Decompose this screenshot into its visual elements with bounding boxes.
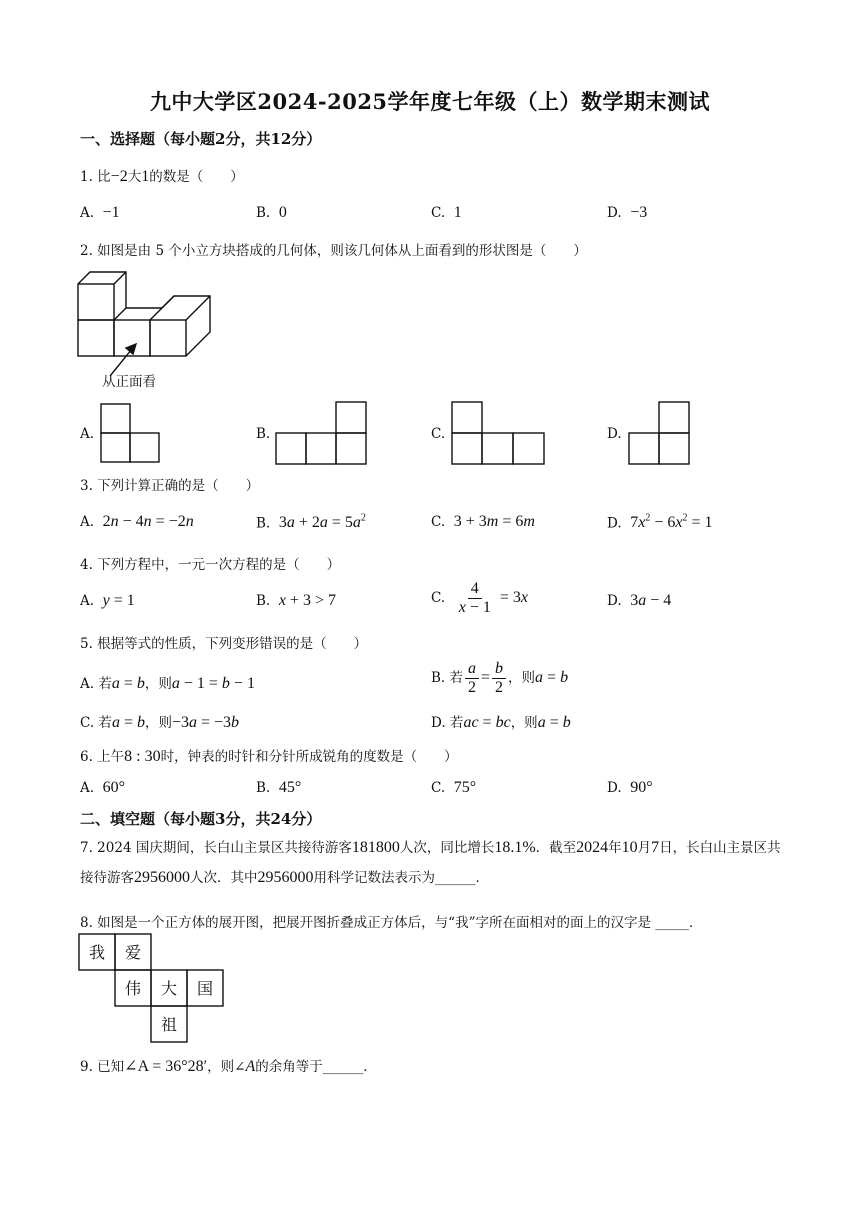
q1-text-b: 大 (127, 169, 142, 185)
q6-option-b-value: 45° (278, 779, 302, 796)
q2-option-a-figure[interactable] (100, 403, 160, 463)
grid-cell (659, 402, 689, 433)
q7-num: 181800 (351, 839, 400, 856)
q2-option-c-letter[interactable]: C. (431, 426, 446, 442)
grid-cell (452, 433, 482, 464)
q6-option-a[interactable] (80, 779, 125, 797)
net-char-wo: 我 (88, 943, 106, 962)
q3-option-c-letter: C. (431, 514, 446, 530)
q2-solid-figure (76, 270, 216, 394)
grid-cell (101, 404, 130, 433)
question-4: 4. 下列方程中，一元一次方程的是（ ） (80, 557, 341, 573)
question-5: 5. 根据等式的性质，下列变形错误的是（ ） (80, 636, 368, 652)
q7-text: ．截至 (535, 840, 577, 856)
grid-cell (336, 433, 366, 464)
q3-option-d[interactable]: D. $7x^2 - 6x^2 = 1$ (607, 513, 713, 532)
q6-option-a-value: 60° (102, 779, 126, 796)
grid-cell (101, 433, 130, 462)
q3-option-c[interactable]: C. 3 + 3m = 6m (431, 513, 535, 530)
q5-option-d[interactable]: D. 若ac = bc，则a = b (431, 714, 571, 731)
q6-time: 8 : 30 (124, 748, 161, 765)
q9-text-b: ，则∠ (207, 1059, 246, 1075)
q7-text: 年 (608, 840, 622, 856)
q9-text-a: 9. 已知 (80, 1059, 125, 1075)
q1-option-b[interactable] (256, 204, 287, 222)
q1-text-a: 1. 比 (80, 169, 111, 185)
q6-option-c-value: 75° (453, 779, 477, 796)
solid-edge (114, 308, 126, 320)
q5-option-d-prefix: D. 若 (431, 715, 464, 731)
grid-cell (130, 433, 159, 462)
q5-option-c[interactable]: C. 若a = b，则−3a = −3b (80, 714, 240, 731)
q5-option-b[interactable]: B. 若 $\frac{a}{2}$ = $\frac{b}{2}$ ，则a = b (431, 660, 569, 696)
q7-text: 日，长白山主景区共接待游客 (80, 840, 781, 886)
q9-answer-blank[interactable]: 的余角等于______． (255, 1059, 377, 1075)
exam-title: 九中大学区2024-2025学年度七年级（上）数学期末测试 (149, 89, 711, 114)
q8-cube-net (78, 933, 228, 1045)
q6-option-c-letter: C. (431, 780, 446, 796)
question-6 (80, 745, 458, 766)
q4-option-d-letter: D. (607, 593, 622, 609)
q4-option-c-letter: C. (431, 590, 446, 607)
q3-option-b[interactable]: B. $3a + 2a = 5a^2$ (256, 513, 366, 532)
q6-option-b-letter: B. (256, 780, 271, 796)
q4-option-b-letter: B. (256, 593, 271, 609)
q7-num: 18.1% (494, 839, 536, 856)
q7-num: 7 (651, 839, 660, 856)
grid-cell (306, 433, 336, 464)
q3-option-a-letter: A. (80, 514, 95, 530)
q7-num: 2956000 (257, 869, 314, 886)
q2-option-c-figure[interactable] (452, 401, 546, 465)
q6-option-c[interactable] (431, 779, 476, 797)
question-8: 8. 如图是一个正方体的展开图，把展开图折叠成正方体后，与“我”字所在面相对的面上的汉字是 _____． (80, 915, 703, 931)
grid-cell (336, 402, 366, 433)
net-char-guo: 国 (196, 979, 214, 998)
q7-num: 10 (621, 839, 638, 856)
q1-option-a-letter: A. (80, 205, 95, 221)
q1-text-c: 的数是（ ） (149, 169, 244, 185)
front-view-label: 从正面看 (102, 374, 156, 390)
q2-option-d-letter[interactable]: D. (607, 426, 622, 442)
q5-then: ，则 (144, 715, 172, 731)
q4-option-b[interactable]: B. x + 3 > 7 (256, 592, 336, 609)
question-1 (80, 165, 244, 186)
question-3: 3. 下列计算正确的是（ ） (80, 478, 260, 494)
q1-option-b-letter: B. (256, 205, 271, 221)
q1-option-c-value: 1 (453, 204, 462, 221)
solid-top-cube-top (78, 272, 126, 308)
q5-then: ，则 (508, 670, 536, 687)
solid-edge (186, 296, 210, 320)
q1-num-2: 1 (141, 168, 150, 185)
q6-option-a-letter: A. (80, 780, 95, 796)
grid-cell (659, 433, 689, 464)
q7-text: 月 (637, 840, 652, 856)
solid-edge (114, 272, 126, 284)
q6-text-b: 时，钟表的时针和分针所成锐角的度数是（ ） (160, 749, 458, 765)
grid-cell (482, 433, 513, 464)
q2-option-b-figure[interactable] (276, 401, 368, 465)
solid-bottom-left-cube-front (78, 320, 114, 356)
q1-option-c[interactable] (431, 204, 462, 222)
solid-edge (162, 296, 174, 308)
net-char-wei: 伟 (124, 979, 142, 998)
q4-option-a[interactable]: A. y = 1 (80, 592, 135, 609)
q5-option-b-prefix: B. 若 (431, 670, 464, 687)
q1-option-d-letter: D. (607, 205, 622, 221)
net-char-zu: 祖 (160, 1015, 178, 1034)
arrow-head (126, 344, 136, 354)
q2-option-d-figure[interactable] (628, 401, 692, 465)
section-fill-heading: 二、填空题（每小题3分，共24分） (80, 810, 322, 828)
q6-option-d-letter: D. (607, 780, 622, 796)
question-7 (80, 833, 784, 893)
q2-option-b-letter[interactable]: B. (256, 426, 271, 442)
q7-num: 2024 (576, 839, 609, 856)
solid-top-cube-front (78, 284, 114, 320)
q4-option-c[interactable]: C. $\frac{4}{x - 1}$ = 3x (431, 580, 529, 616)
grid-cell (452, 402, 482, 433)
q7-answer-blank[interactable]: 用科学记数法表示为______． (313, 870, 489, 886)
q3-option-d-letter: D. (607, 515, 622, 532)
q1-option-a-value: −1 (102, 204, 120, 221)
grid-cell (276, 433, 306, 464)
q1-option-b-value: 0 (278, 204, 287, 221)
q6-option-d-value: 90° (630, 779, 653, 796)
q3-option-b-letter: B. (256, 515, 271, 532)
q7-text: 人次．其中 (190, 870, 258, 886)
grid-cell (629, 433, 659, 464)
q7-text: 7. 2024 国庆期间，长白山主景区共接待游客 (80, 840, 352, 856)
q2-option-a-letter[interactable]: A. (80, 426, 95, 442)
q5-option-a-prefix: A. 若 (80, 676, 112, 692)
q3-option-a[interactable]: A. 2n − 4n = −2n (80, 513, 194, 530)
q6-option-b[interactable] (256, 779, 301, 797)
q5-option-a[interactable]: A. 若a = b，则a − 1 = b − 1 (80, 675, 255, 692)
q9-angle: ∠A = 36°28′ (124, 1058, 208, 1075)
q9-angle-letter: A (245, 1058, 256, 1075)
q4-option-a-letter: A. (80, 593, 95, 609)
q5-then: ，则 (144, 676, 172, 692)
section-choice-heading: 一、选择题（每小题2分，共12分） (80, 130, 322, 148)
q7-text: 人次，同比增长 (399, 840, 495, 856)
net-char-ai: 爱 (124, 943, 142, 962)
q6-option-d[interactable] (607, 779, 653, 797)
q1-option-d[interactable] (607, 204, 647, 222)
q1-num-1: −2 (110, 168, 128, 185)
grid-cell (513, 433, 544, 464)
q5-then: ，则 (510, 715, 538, 731)
q4-option-d[interactable]: D. 3a − 4 (607, 592, 672, 609)
solid-bottom-right-cube-front (150, 320, 186, 356)
question-9 (80, 1055, 377, 1076)
q1-option-d-value: −3 (630, 204, 648, 221)
question-2: 2. 如图是由 5 个小立方块搭成的几何体，则该几何体从上面看到的形状图是（ ） (80, 243, 587, 259)
q1-option-a[interactable] (80, 204, 120, 222)
q7-num: 2956000 (134, 869, 190, 886)
net-char-da: 大 (160, 979, 178, 998)
q1-option-c-letter: C. (431, 205, 446, 221)
q5-option-c-prefix: C. 若 (80, 715, 112, 731)
q6-text-a: 6. 上午 (80, 749, 125, 765)
